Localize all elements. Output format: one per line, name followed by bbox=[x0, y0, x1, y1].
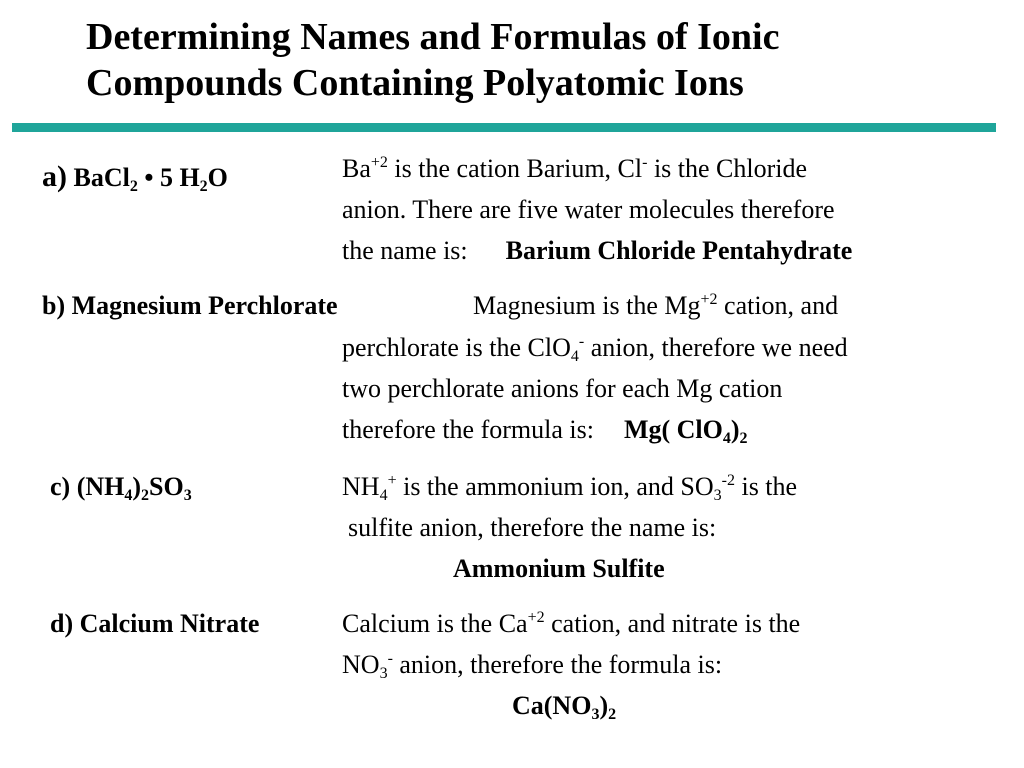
sup: +2 bbox=[370, 154, 388, 171]
problem-c-answer: Ammonium Sulfite bbox=[453, 554, 665, 583]
sup: +2 bbox=[700, 291, 718, 308]
f-part: O bbox=[207, 163, 228, 192]
problem-a-answer: Barium Chloride Pentahydrate bbox=[505, 236, 853, 265]
t: anion, therefore we need bbox=[584, 333, 848, 362]
f-part: • 5 H bbox=[137, 163, 200, 192]
problem-a-label bbox=[42, 160, 228, 194]
problem-a-formula bbox=[73, 163, 228, 195]
title-line-1: Determining Names and Formulas of Ionic bbox=[86, 16, 780, 58]
t: is the ammonium ion, and SO bbox=[396, 472, 714, 501]
t: anion, therefore the formula is: bbox=[392, 650, 723, 679]
problem-d-label: d) Calcium Nitrate bbox=[50, 609, 260, 638]
sub: 3 bbox=[591, 706, 600, 723]
sub: 4 bbox=[124, 487, 133, 504]
t: NO bbox=[342, 650, 380, 679]
problem-b-expl-line-1 bbox=[473, 291, 838, 321]
t: is the bbox=[734, 472, 798, 501]
sub: 4 bbox=[722, 430, 731, 447]
title-underline-bar bbox=[12, 123, 996, 132]
problem-c-expl-line-2: sulfite anion, therefore the name is: bbox=[348, 513, 717, 542]
t: ) bbox=[599, 691, 609, 720]
t: the name is: bbox=[342, 236, 468, 265]
t: cation, and nitrate is the bbox=[544, 609, 801, 638]
sup: -2 bbox=[721, 472, 735, 489]
f-sub: 2 bbox=[129, 178, 138, 195]
t: Ba bbox=[342, 154, 371, 183]
sub: 2 bbox=[608, 706, 617, 723]
t: is the Chloride bbox=[647, 154, 808, 183]
sub: 4 bbox=[570, 348, 579, 365]
sub: 3 bbox=[713, 487, 722, 504]
sub: 2 bbox=[739, 430, 748, 447]
problem-b-expl-line-2 bbox=[342, 333, 848, 363]
t: cation, and bbox=[717, 291, 839, 320]
problem-b-label: b) Magnesium Perchlorate bbox=[42, 291, 338, 320]
problem-a-expl-line-2: anion. There are five water molecules therefore bbox=[342, 195, 835, 224]
t: Mg( ClO bbox=[623, 415, 723, 444]
t: is the cation Barium, Cl bbox=[387, 154, 643, 183]
sub: 4 bbox=[379, 487, 388, 504]
t: Ca(NO bbox=[512, 691, 592, 720]
sup: - bbox=[387, 650, 393, 667]
sub: 3 bbox=[183, 487, 192, 504]
problem-a-prefix: a) bbox=[42, 160, 67, 193]
t: Magnesium is the Mg bbox=[473, 291, 701, 320]
t: SO bbox=[149, 472, 184, 501]
t: therefore the formula is: bbox=[342, 415, 594, 444]
f-sub: 2 bbox=[199, 178, 208, 195]
slide-title bbox=[86, 14, 986, 106]
sup: +2 bbox=[527, 609, 545, 626]
f-part: BaCl bbox=[73, 163, 130, 192]
title-line-2: Compounds Containing Polyatomic Ions bbox=[86, 62, 744, 104]
sup: - bbox=[578, 333, 585, 350]
t: ) bbox=[132, 472, 142, 501]
problem-c-label bbox=[50, 472, 192, 502]
sub: 2 bbox=[141, 487, 150, 504]
sup: - bbox=[642, 154, 648, 171]
problem-b-expl-line-3: two perchlorate anions for each Mg cation bbox=[342, 374, 783, 403]
problem-d-expl-line-2 bbox=[342, 650, 722, 680]
t: perchlorate is the ClO bbox=[342, 333, 571, 362]
t: Calcium is the Ca bbox=[342, 609, 528, 638]
problem-d-answer bbox=[512, 691, 616, 721]
sub: 3 bbox=[379, 665, 388, 682]
problem-c-expl-line-1 bbox=[342, 472, 797, 502]
t: ) bbox=[730, 415, 740, 444]
t: c) (NH bbox=[50, 472, 125, 501]
sup: + bbox=[387, 472, 397, 489]
t: NH bbox=[342, 472, 380, 501]
problem-d-expl-line-1 bbox=[342, 609, 800, 639]
problem-a-expl-line-3 bbox=[342, 236, 852, 266]
problem-b-expl-line-4 bbox=[342, 415, 748, 445]
problem-a-expl-line-1 bbox=[342, 154, 807, 184]
problem-b-answer bbox=[623, 415, 748, 447]
